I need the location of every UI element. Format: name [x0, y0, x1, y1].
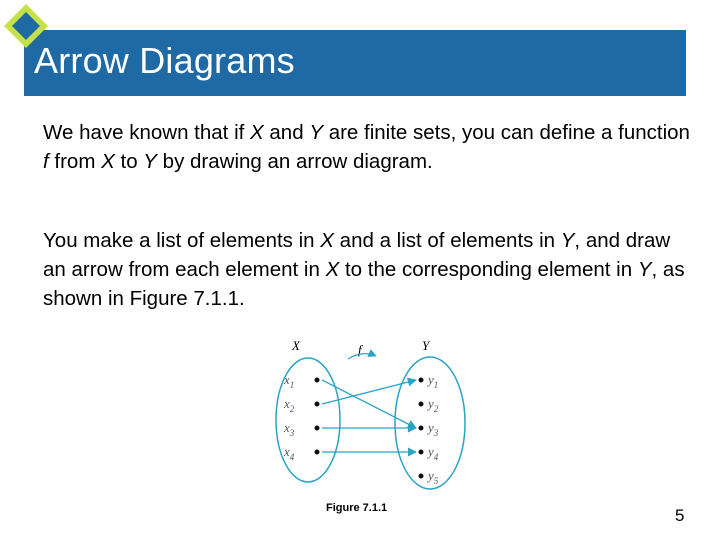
y-element-dot: [419, 378, 424, 383]
paragraph-1: We have known that if X and Y are finite sets, you can define a function f from X to Y by drawing an arrow diagram.: [43, 121, 690, 173]
x-element-label: $x_4$: [284, 444, 295, 462]
x-element-label: $x_3$: [284, 420, 295, 438]
function-label-arrow-icon: [348, 354, 376, 359]
mapping-arrow: [322, 380, 416, 428]
y-element-dot: [419, 426, 424, 431]
y-element-label: $y_5$: [428, 468, 439, 486]
arrow-diagram: [270, 330, 470, 498]
y-element-label: $y_2$: [428, 396, 439, 414]
slide-title: Arrow Diagrams: [34, 40, 295, 81]
set-y-label: Y: [422, 338, 430, 353]
y-element-label: $y_1$: [428, 372, 439, 390]
x-element-dot: [315, 402, 320, 407]
y-element-dot: [419, 402, 424, 407]
y-element-label: $y_3$: [428, 420, 439, 438]
x-element-label: $x_1$: [284, 372, 295, 390]
set-x-label: X: [292, 338, 300, 353]
paragraph-2: You make a list of elements in X and a list of elements in Y, and draw an arrow from each element in X to the corresponding element in Y, as shown in Figure 7.1.1.: [43, 229, 685, 310]
y-element-label: $y_4$: [428, 444, 439, 462]
y-element-dot: [419, 450, 424, 455]
y-element-dot: [419, 474, 424, 479]
figure-caption: Figure 7.1.1: [326, 502, 388, 514]
page-number: 5: [675, 506, 685, 525]
x-element-label: $x_2$: [284, 396, 295, 414]
function-label: f: [358, 342, 362, 357]
x-element-dot: [315, 378, 320, 383]
x-element-dot: [315, 426, 320, 431]
x-element-dot: [315, 450, 320, 455]
